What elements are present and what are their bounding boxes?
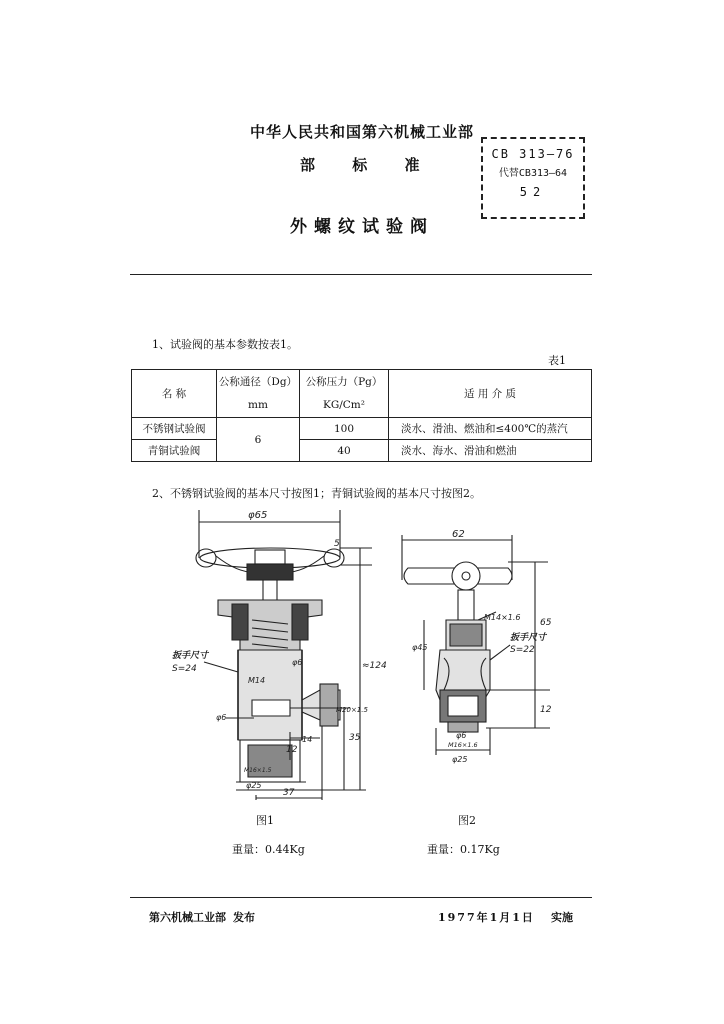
fig2-dim-12: 12 (540, 705, 552, 715)
fig1-dim-phi6-lower: φ6 (216, 713, 227, 722)
fig2-dim-62: 62 (452, 529, 465, 540)
standard-page-number: 52 (519, 185, 547, 199)
fig2-wrench-label: 扳手尺寸 (510, 633, 547, 643)
fig1-dim-5: 5 (334, 539, 340, 549)
footer-date: 1977年1月1日 (438, 911, 535, 924)
fig1-dim-m14: M14 (248, 676, 266, 685)
ministry-name: 中华人民共和国第六机械工业部 (249, 123, 474, 141)
col-header-pg: 公称压力（Pg） (300, 370, 389, 394)
fig2-dim-phi6: φ6 (456, 731, 467, 740)
table-cell-pg: 100 (300, 418, 389, 440)
fig1-dim-37: 37 (283, 788, 295, 798)
fig1-dim-phi65: φ65 (248, 510, 268, 521)
fig2-dim-phi45: φ45 (412, 643, 428, 652)
col-header-dg: 公称通径（Dg） (217, 370, 300, 394)
fig1-dim-35: 35 (349, 733, 361, 743)
table-cell-dg: 6 (217, 418, 300, 462)
figure-2-caption: 图2 (458, 814, 476, 827)
fig2-dim-65: 65 (540, 618, 552, 628)
col-header-dg-unit: mm (217, 394, 300, 418)
fig1-dim-phi6-upper: φ6 (292, 658, 303, 667)
footer-divider (130, 897, 592, 898)
fig1-dim-m20: M20×1.5 (336, 706, 368, 714)
footer-issuer: 第六机械工业部 (149, 911, 226, 924)
fig2-dim-phi25: φ25 (452, 755, 468, 764)
fig2-wrench-size: S=22 (510, 645, 535, 655)
figure-1-drawing (196, 510, 372, 800)
fig1-dim-m16: M16×1.5 (244, 767, 272, 774)
figure-1-weight: 重量：0.44Kg (232, 843, 305, 856)
standard-type: 部 标 准 (300, 156, 420, 174)
fig2-dim-m14: M14×1.6 (484, 613, 521, 622)
section-2-text: 2、不锈钢试验阀的基本尺寸按图1；青铜试验阀的基本尺寸按图2。 (152, 487, 481, 500)
figure-2-weight: 重量：0.17Kg (427, 843, 500, 856)
table-label: 表1 (548, 354, 566, 367)
table-cell-medium: 淡水、滑油、燃油和≤400℃的蒸汽 (389, 418, 592, 440)
standard-code: CB 313—76 (491, 147, 575, 161)
footer-publish: 发布 (233, 911, 255, 924)
fig2-dim-m16: M16×1.6 (448, 741, 478, 749)
fig1-dim-12: 12 (286, 745, 298, 755)
fig1-dim-phi25: φ25 (246, 781, 262, 790)
fig1-wrench-label: 扳手尺寸 (172, 651, 209, 661)
footer-implement: 实施 (551, 911, 573, 924)
fig1-wrench-size: S=24 (172, 664, 197, 674)
col-header-medium: 适 用 介 质 (389, 370, 592, 418)
col-header-pg-unit: KG/Cm² (300, 394, 389, 418)
table-cell-medium: 淡水、海水、滑油和燃油 (389, 440, 592, 462)
document-title: 外螺纹试验阀 (290, 217, 434, 237)
table-cell-name: 不锈钢试验阀 (132, 418, 217, 440)
table-cell-name: 青铜试验阀 (132, 440, 217, 462)
standard-replaces: 代替CB313—64 (498, 168, 568, 179)
figure-1-caption: 图1 (256, 814, 274, 827)
table-cell-pg: 40 (300, 440, 389, 462)
col-header-name: 名 称 (132, 370, 217, 418)
section-1-text: 1、试验阀的基本参数按表1。 (152, 338, 298, 351)
fig1-dim-14: 14 (302, 735, 313, 744)
fig1-dim-124: ≈124 (362, 661, 387, 671)
